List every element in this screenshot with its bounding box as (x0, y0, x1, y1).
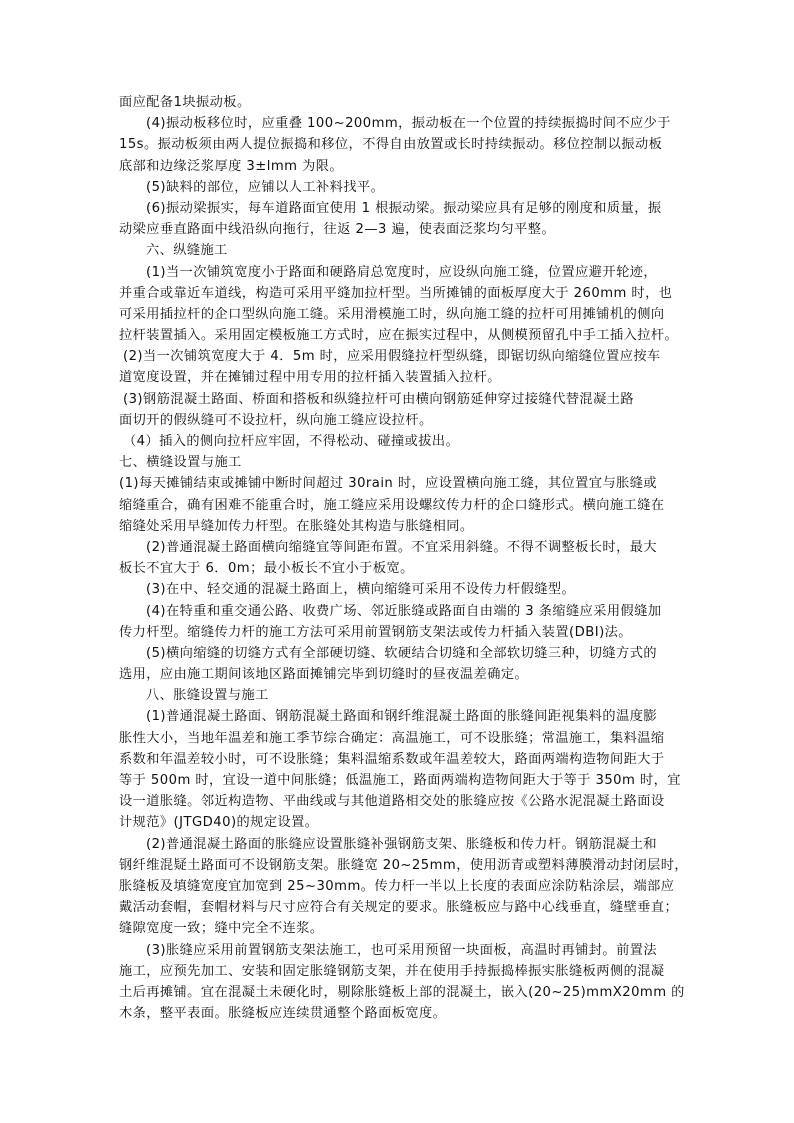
text-line: (3)在中、轻交通的混凝土路面上，横向缩缝可采用不设传力杆假缝型。 (146, 582, 576, 598)
text-line: (2)当一次铺筑宽度大于 4．5m 时，应采用假缝拉杆型纵缝，即锯切纵向缩缝位置应按车 (123, 349, 661, 365)
text-line: 八、胀缝设置与施工 (146, 688, 269, 704)
text-line: (1)每天摊铺结束或摊铺中断时间超过 30rain 时，应设置横向施工缝，其位置宜与胀缝或 (119, 476, 657, 492)
text-line: 动梁应垂直路面中线沿纵向拖行，往返 2—3 遍，使表面泛浆均匀平整。 (119, 222, 556, 238)
text-line: 戴活动套帽，套帽材料与尺寸应符合有关规定的要求。胀缝板应与路中心线垂直，缝壁垂直； (119, 900, 679, 916)
text-line: 六、纵缝施工 (146, 243, 228, 259)
text-line: 等于 500m 时，宜设一道中间胀缝；低温施工，路面两端构造物间距大于等于 350m 时，宜 (119, 773, 681, 788)
text-line: (2)普通混凝土路面的胀缝应设置胀缝补强钢筋支架、胀缝板和传力杆。钢筋混凝土和 (146, 836, 657, 852)
text-line: 缩缝处采用早缝加传力杆型。在胀缝处其构造与胀缝相同。 (119, 518, 474, 534)
text-line: 选用，应由施工期间该地区路面摊铺完毕到切缝时的昼夜温差确定。 (119, 667, 529, 683)
text-line: (5)缺料的部位，应铺以人工补料找平。 (146, 179, 385, 195)
text-line: 胀性大小，当地年温差和施工季节综合确定：高温施工，可不设胀缝；常温施工，集料温缩 (119, 730, 665, 746)
text-line: (5)横向缩缝的切缝方式有全部硬切缝、软硬结合切缝和全部软切缝三种，切缝方式的 (146, 645, 657, 661)
text-line: 板长不宜大于 6．0m；最小板长不宜小于板宽。 (119, 561, 414, 577)
text-line: 拉杆装置插入。采用固定模板施工方式时，应在振实过程中，从侧模预留孔中手工插入拉杆。 (119, 328, 679, 344)
text-line: 计规范》(JTGD40)的规定设置。 (119, 815, 319, 831)
text-line: 可采用插拉杆的企口型纵向施工缝。采用滑模施工时，纵向施工缝的拉杆可用摊铺机的侧向 (119, 306, 665, 322)
text-line: (4)振动板移位时，应重叠 100~200mm，振动板在一个位置的持续振捣时间不应少于 (146, 116, 671, 132)
text-line: 缩缝重合，确有困难不能重合时，施工缝应采用设螺纹传力杆的企口缝形式。横向施工缝在 (119, 497, 665, 513)
text-line: 面切开的假纵缝可不设拉杆，纵向施工缝应设拉杆。 (119, 412, 433, 428)
text-line: 缝隙宽度一致；缝中完全不连浆。 (119, 921, 324, 937)
text-line: （4）插入的侧向拉杆应牢固，不得松动、碰撞或拔出。 (123, 434, 460, 449)
text-line: 底部和边缘泛浆厚度 3±lmm 为限。 (119, 158, 343, 174)
text-line: 胀缝板及填缝宽度宜加宽到 25~30mm。传力杆一半以上长度的表面应涂防粘涂层，端部应 (119, 878, 675, 894)
text-line: 施工，应预先加工、安装和固定胀缝钢筋支架，并在使用手持振捣棒振实胀缝板两侧的混凝 (119, 963, 665, 979)
text-line: 道宽度设置，并在摊铺过程中用专用的拉杆插入装置插入拉杆。 (119, 370, 501, 386)
text-line: 钢纤维混疑土路面可不设钢筋支架。胀缝宽 20~25mm，使用沥青或塑料薄膜滑动封闭层时， (119, 857, 689, 873)
text-line: 15s。振动板须由两人提位振捣和移位，不得自由放置或长时持续振动。移位控制以振动板 (119, 137, 663, 153)
document-page (119, 92, 689, 1024)
text-line: 木条，整平表面。胀缝板应连续贯通整个路面板宽度。 (119, 1006, 447, 1022)
text-line: 传力杆型。缩缝传力杆的施工方法可采用前置钢筋支架法或传力杆插入装置(DBI)法。 (119, 624, 632, 640)
text-line: 面应配备1块振动板。 (119, 95, 251, 110)
text-line: 设一道胀缝。邻近构造物、平曲线或与其他道路相交处的胀缝应按《公路水泥混凝土路面设 (119, 794, 665, 810)
text-line: (1)当一次铺筑宽度小于路面和硬路肩总宽度时，应设纵向施工缝，位置应避开轮迹， (146, 264, 657, 280)
text-line: 并重合或靠近车道线，构造可采用平缝加拉杆型。当所摊铺的面板厚度大于 260mm 时，也 (119, 285, 673, 301)
text-line: 七、横缝设置与施工 (119, 455, 242, 471)
text-line: (1)普通混凝土路面、钢筋混凝土路面和钢纤维混凝土路面的胀缝间距视集料的温度膨 (146, 709, 657, 725)
text-line: (4)在特重和重交通公路、收费广场、邻近胀缝或路面自由端的 3 条缩缝应采用假缝加 (146, 603, 662, 619)
text-line: (6)振动梁振实，每车道路面宜使用 1 根振动梁。振动梁应具有足够的刚度和质量，振 (146, 200, 662, 216)
text-line: (3)钢筋混凝土路面、桥面和搭板和纵缝拉杆可由横向钢筋延伸穿过接缝代替混凝土路 (123, 391, 634, 407)
text-line: (3)胀缝应采用前置钢筋支架法施工，也可采用预留一块面板，高温时再铺封。前置法 (146, 942, 657, 958)
text-line: (2)普通混凝土路面横向缩缝宜等间距布置。不宜采用斜缝。不得不调整板长时，最大 (146, 539, 657, 555)
text-line: 土后再摊铺。宜在混凝土未硬化时，剔除胀缝板上部的混凝土，嵌入(20~25)mmX20mm 的 (119, 984, 685, 1000)
text-line: 系数和年温差较小时，可不设胀缝；集料温缩系数或年温差较大，路面两端构造物间距大于 (119, 751, 665, 767)
